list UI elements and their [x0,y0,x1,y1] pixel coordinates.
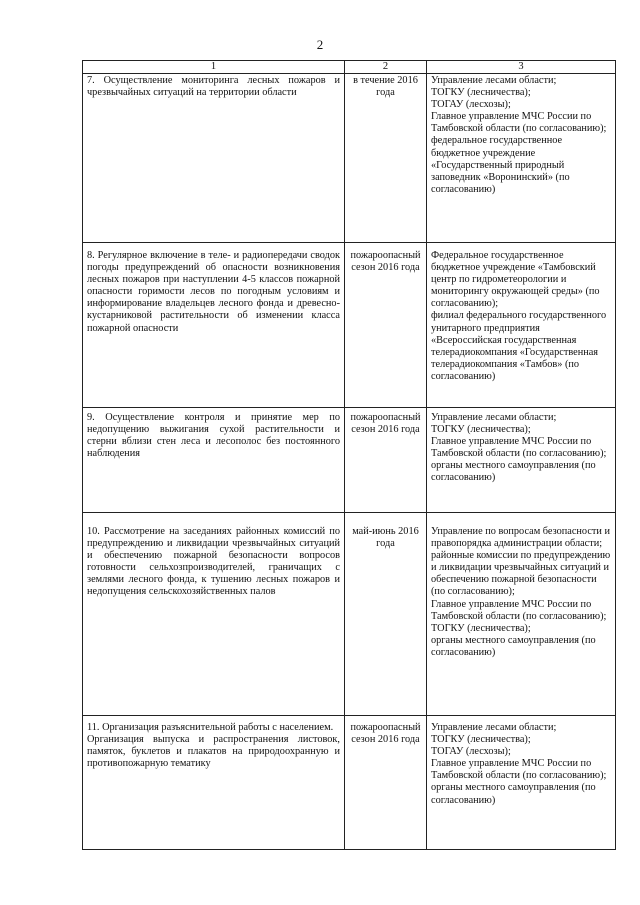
action-text-extra: Организация выпуска и распространения листовок, памяток, буклетов и плакатов на природоохранную и противопожарную тематику [87,734,340,770]
executor-item: органы местного самоуправления (по согласованию) [431,782,596,806]
executor-item: районные комиссии по предупреждению и ликвидации чрезвычайных ситуаций и обеспечению пожарной безопасности (по согласованию); [431,550,611,598]
table-row [83,74,616,243]
executors-cell [427,716,616,850]
executor-item: ТОГАУ (лесхозы); [431,99,511,111]
executor-item: Федеральное государственное бюджетное учреждение «Тамбовский центр по гидрометеорологии и мониторингу окружающей среды» (по согласованию); [431,250,600,310]
action-cell: 7. Осуществление мониторинга лесных пожаров и чрезвычайных ситуаций на территории области [83,74,345,243]
table-header-row [83,61,616,74]
table-row [83,513,616,716]
executor-item: Управление лесами области; [431,722,557,733]
action-cell: 10. Рассмотрение на заседаниях районных комиссий по предупреждению и ликвидации чрезвычайных ситуаций и обеспечению пожарной безопасности вопросов готовности сельхозпроизводителей, граничащих с землями лесного фонда, к тушению лесных пожаров и недопущения сельскохозяйственных палов [83,513,345,716]
executor-item: ТОГКУ (лесничества); [431,622,531,634]
executors-cell [427,243,616,408]
term-cell: май-июнь 2016 года [345,513,427,716]
executor-item: Управление лесами области; [431,412,557,423]
term-cell: пожароопасный сезон 2016 года [345,408,427,513]
executor-item: федеральное государственное бюджетное учреждение «Государственный природный заповедник «Воронинский» (по согласованию) [431,135,570,195]
term-cell: в течение 2016 года [345,74,427,243]
executor-item: Главное управление МЧС России по Тамбовской области (по согласованию); [431,111,607,135]
executor-item: ТОГКУ (лесничества); [431,734,531,746]
column-header-1: 1 [83,61,345,74]
table-row [83,243,616,408]
executor-item: Управление лесами области; [431,75,557,86]
executors-cell [427,74,616,243]
action-cell: 9. Осуществление контроля и принятие мер по недопущению выжигания сухой растительности и стерни вблизи стен леса и лесополос без постоянного наблюдения [83,408,345,513]
executor-item: Главное управление МЧС России по Тамбовской области (по согласованию); [431,758,607,782]
action-cell [83,716,345,850]
action-text: 11. Организация разъяснительной работы с населением. [87,722,334,733]
executor-item: ТОГКУ (лесничества); [431,424,531,436]
measures-table [82,60,616,850]
executor-item: Главное управление МЧС России по Тамбовской области (по согласованию); [431,436,607,460]
page-number: 2 [316,37,324,52]
table-row [83,408,616,513]
executors-cell [427,513,616,716]
executor-item: ТОГАУ (лесхозы); [431,746,511,758]
executor-item: Управление по вопросам безопасности и правопорядка администрации области; [431,526,610,550]
column-header-3: 3 [427,61,616,74]
executor-item: Главное управление МЧС России по Тамбовской области (по согласованию); [431,598,607,622]
term-cell: пожароопасный сезон 2016 года [345,716,427,850]
column-header-2: 2 [345,61,427,74]
executor-item: органы местного самоуправления (по согласованию) [431,634,596,658]
executor-item: филиал федерального государственного унитарного предприятия «Всероссийская государственная телерадиокомпания «Государственная телерадиокомпания «Тамбов» (по согласованию) [431,310,607,382]
executor-item: ТОГКУ (лесничества); [431,87,531,99]
table-row [83,716,616,850]
term-cell: пожароопасный сезон 2016 года [345,243,427,408]
executor-item: органы местного самоуправления (по согласованию) [431,460,596,484]
action-cell: 8. Регулярное включение в теле- и радиопередачи сводок погоды предупреждений об опасности возникновения лесных пожаров при наступлении 4-5 классов пожарной опасности горимости лесов по погодным условиям и информирование владельцев лесного фонда и древесно-кустарниковой растительности об изменении класса пожарной опасности [83,243,345,408]
executors-cell [427,408,616,513]
